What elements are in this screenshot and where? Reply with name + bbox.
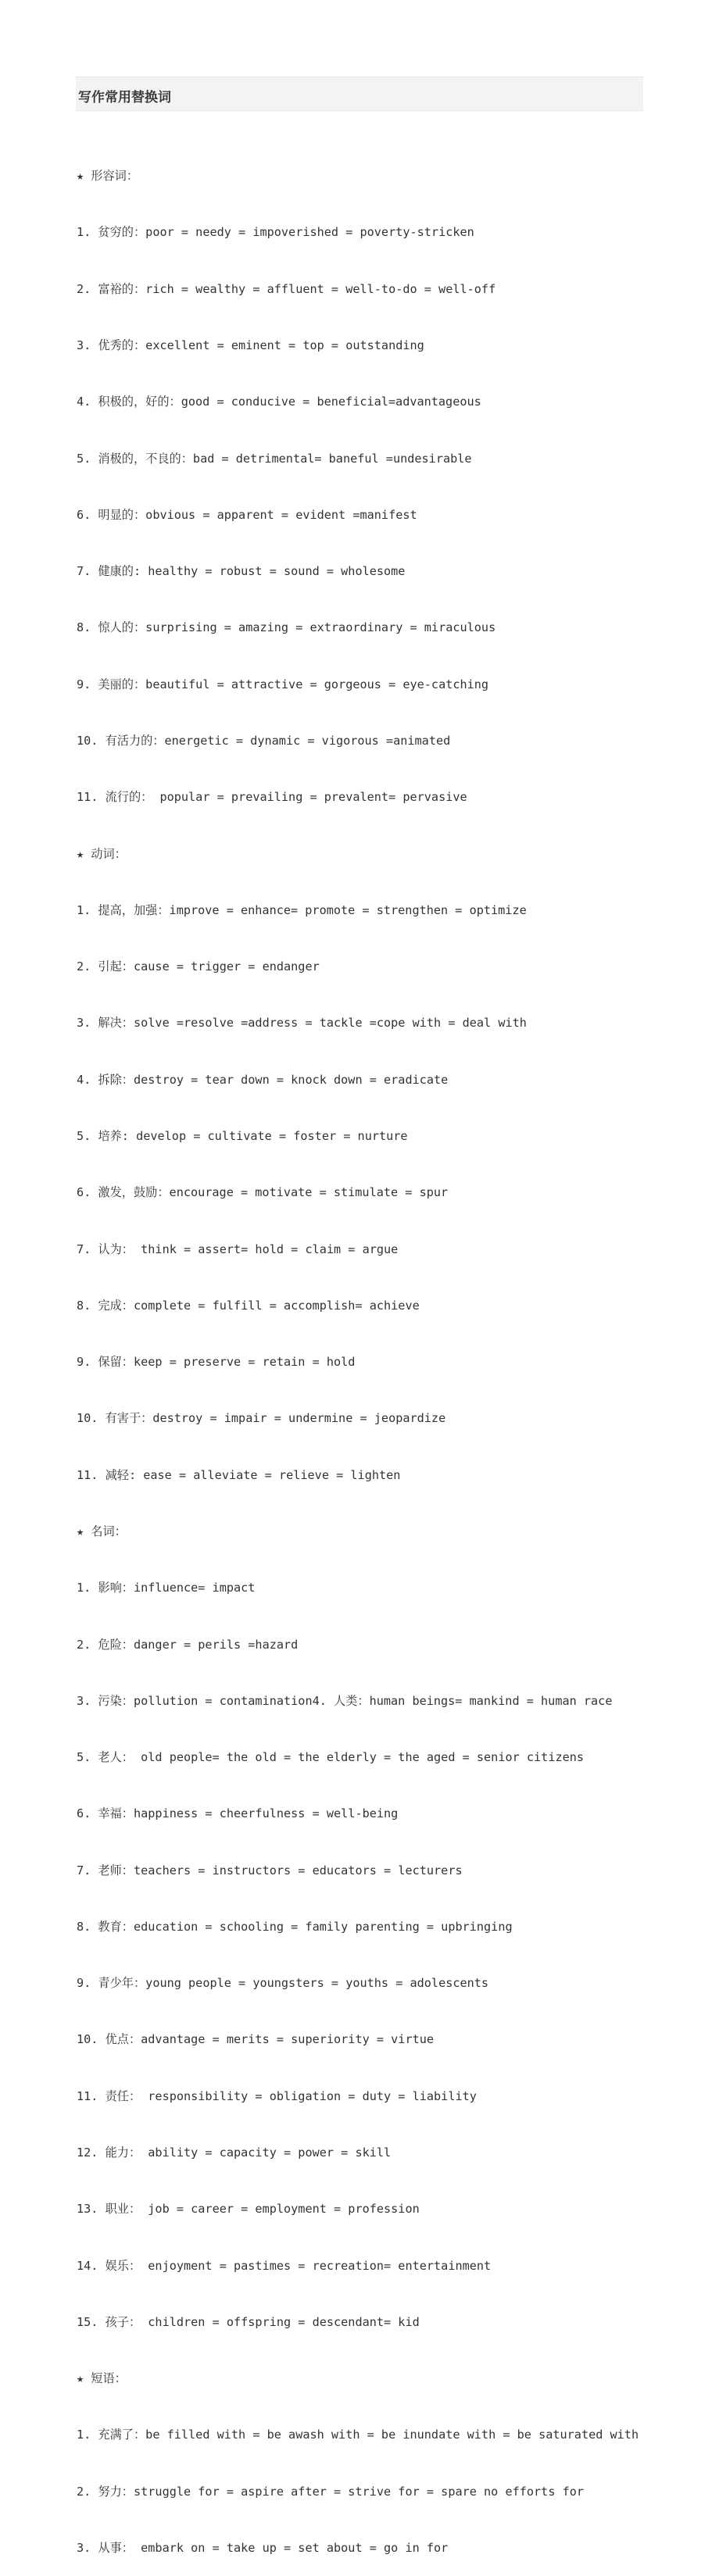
list-item: 3. 从事： embark on = take up = set about = go in for: [77, 2541, 449, 2555]
list-item: 1. 影响：influence= impact: [77, 1581, 256, 1595]
list-item: 6. 幸福：happiness = cheerfulness = well-being: [77, 1806, 399, 1821]
section-heading-nouns: ★ 名词：: [77, 1524, 127, 1538]
list-item: 5. 老人： old people= the old = the elderly = the aged = senior citizens: [77, 1750, 585, 1765]
list-item: 10. 优点：advantage = merits = superiority = virtue: [77, 2032, 435, 2047]
document-body: [77, 129, 702, 2576]
list-item: 14. 娱乐： enjoyment = pastimes = recreation= entertainment: [77, 2258, 492, 2273]
list-item: 2. 引起：cause = trigger = endanger: [77, 959, 320, 974]
list-item: 4. 拆除：destroy = tear down = knock down = eradicate: [77, 1072, 449, 1087]
list-item: 1. 贫穷的：poor = needy = impoverished = poverty-stricken: [77, 225, 474, 240]
list-item: 8. 惊人的：surprising = amazing = extraordinary = miraculous: [77, 620, 496, 635]
list-item: 11. 责任： responsibility = obligation = duty = liability: [77, 2088, 477, 2103]
list-item: 5. 培养: develop = cultivate = foster = nurture: [77, 1128, 408, 1143]
list-item: 9. 保留：keep = preserve = retain = hold: [77, 1355, 356, 1370]
list-item: 7. 健康的: healthy = robust = sound = wholesome: [77, 564, 406, 579]
list-item: 3. 污染：pollution = contamination4. 人类：human beings= mankind = human race: [77, 1693, 613, 1708]
list-item: 9. 美丽的：beautiful = attractive = gorgeous = eye-catching: [77, 677, 489, 691]
list-item: 9. 青少年：young people = youngsters = youths = adolescents: [77, 1976, 489, 1991]
list-item: 15. 孩子： children = offspring = descendant= kid: [77, 2314, 420, 2329]
list-item: 7. 认为： think = assert= hold = claim = argue: [77, 1242, 399, 1256]
title-bar: [76, 77, 643, 111]
list-item: 6. 激发，鼓励：encourage = motivate = stimulate = spur: [77, 1185, 449, 1200]
list-item: 3. 优秀的：excellent = eminent = top = outstanding: [77, 338, 424, 353]
section-heading-adjectives: ★ 形容词：: [77, 169, 139, 184]
list-item: 1. 提高，加强：improve = enhance= promote = strengthen = optimize: [77, 902, 527, 917]
list-item: 2. 富裕的：rich = wealthy = affluent = well-to-do = well-off: [77, 281, 496, 296]
list-item: 1. 充满了：be filled with = be awash with = be inundate with = be saturated with: [77, 2428, 639, 2442]
list-item: 5. 消极的，不良的：bad = detrimental= baneful =undesirable: [77, 451, 472, 466]
list-item: 12. 能力： ability = capacity = power = skill: [77, 2145, 392, 2160]
list-item: 7. 老师：teachers = instructors = educators = lecturers: [77, 1863, 463, 1878]
list-item: 4. 积极的，好的：good = conducive = beneficial=advantageous: [77, 395, 481, 409]
list-item: 6. 明显的：obvious = apparent = evident =manifest: [77, 507, 417, 522]
list-item: 8. 完成：complete = fulfill = accomplish= achieve: [77, 1298, 420, 1313]
list-item: 11. 流行的： popular = prevailing = prevalent= pervasive: [77, 790, 467, 805]
list-item: 11. 减轻: ease = alleviate = relieve = lighten: [77, 1467, 401, 1482]
list-item: 2. 危险：danger = perils =hazard: [77, 1637, 299, 1652]
section-heading-verbs: ★ 动词：: [77, 846, 127, 861]
list-item: 3. 解决：solve =resolve =address = tackle =cope with = deal with: [77, 1016, 527, 1031]
list-item: 2. 努力：struggle for = aspire after = strive for = spare no efforts for: [77, 2484, 585, 2499]
list-item: 10. 有害于：destroy = impair = undermine = jeopardize: [77, 1411, 446, 1426]
list-item: 8. 教育：education = schooling = family parenting = upbringing: [77, 1919, 513, 1934]
document-title: 写作常用替换词: [78, 90, 171, 105]
list-item: 10. 有活力的：energetic = dynamic = vigorous =animated: [77, 734, 451, 748]
list-item: 13. 职业： job = career = employment = profession: [77, 2202, 420, 2217]
section-heading-phrases: ★ 短语：: [77, 2371, 127, 2386]
